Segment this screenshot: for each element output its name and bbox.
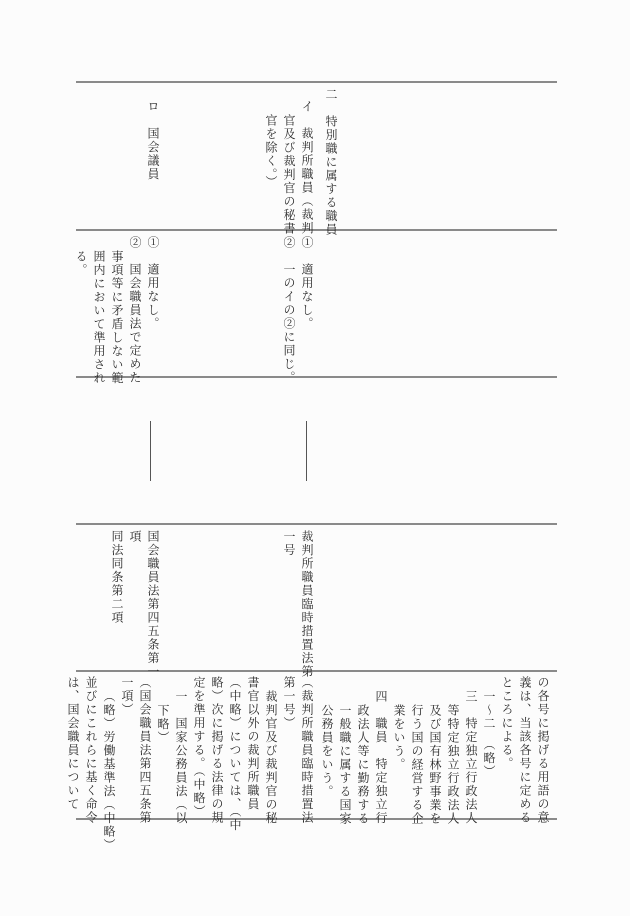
r5-left-line-9: 下略）: [156, 704, 170, 745]
r2-ro-line-2: ② 国会職員法で定めた: [128, 236, 142, 385]
r5-left-line-8: 一 国家公務員法（以: [174, 690, 188, 825]
r5-right-line-10: 四 職員 特定独立行: [374, 690, 388, 825]
r5-left-line-2: 第一号）: [282, 676, 296, 730]
r5-right-line-5: 三 特定独立行政法人: [464, 690, 478, 825]
r4-ro-line-2: 項: [128, 530, 142, 544]
r5-left-line-3: 裁判官及び裁判官の秘: [264, 690, 278, 825]
r5-left-line-12: （略）労働基準法（中略）: [102, 690, 116, 852]
r5-right-line-9: 業をいう。: [392, 704, 406, 772]
item-ro-diet-members: ロ 国会議員: [146, 100, 160, 181]
r2-i-line-2: ② 一のイの②に同じ。: [282, 236, 296, 385]
r2-ro-line-1: ① 適用なし。: [146, 236, 160, 331]
r5-right-line-8: 行う国の経営する企: [410, 704, 424, 826]
item-i-line-3: 官を除く。）: [264, 114, 278, 189]
r5-right-line-7: 及び国有林野事業を: [428, 704, 442, 826]
r5-left-line-5: （中略）については、（中: [228, 676, 242, 832]
r5-left-line-7: 定を準用する。（中略）: [192, 676, 206, 819]
r5-right-line-11: 政法人等に勤務する: [356, 704, 370, 826]
special-service-heading: 二 特別職に属する職員: [324, 88, 338, 237]
table-rule-3: [76, 523, 557, 525]
r4-ro-line-1: 国会職員法第四五条第一: [146, 530, 160, 679]
r5-left-line-14: は、国会職員について: [66, 676, 80, 811]
r5-left-line-6: 略）次に掲げる法律の規: [210, 676, 224, 825]
r2-ro-line-3: 事項等に矛盾しない範: [110, 250, 124, 385]
r2-ro-line-5: る。: [74, 250, 88, 277]
r5-left-line-4: 書官以外の裁判所職員: [246, 676, 260, 811]
item-i-line-2: 官及び裁判官の秘書: [282, 114, 296, 236]
r4-i-line-1: 裁判所職員臨時措置法第: [300, 530, 314, 679]
r5-left-line-10: （国会職員法第四五条第: [138, 676, 152, 825]
r5-left-line-1: （裁判所職員臨時措置法: [300, 676, 314, 825]
r5-right-line-1: の各号に掲げる用語の意: [536, 676, 550, 825]
r5-right-line-2: 義は、当該各号に定める: [518, 676, 532, 825]
r5-right-line-3: ところによる。: [500, 676, 514, 771]
table-rule-2: [76, 376, 557, 378]
r5-right-line-13: 公務員をいう。: [320, 704, 334, 799]
r4-i-line-2: 一号: [282, 530, 296, 557]
r5-left-line-11: 一項）: [120, 676, 134, 717]
r4-ro-line-3: 同法同条第二項: [110, 530, 124, 625]
r3-i-dash: [306, 421, 307, 481]
item-i-line-1: イ 裁判所職員（裁判: [300, 100, 314, 235]
r5-left-line-13: 並びにこれらに基く命令: [84, 676, 98, 825]
r2-i-line-1: ① 適用なし。: [300, 236, 314, 331]
r2-ro-line-4: 囲内において準用され: [92, 250, 106, 385]
r3-ro-dash: [150, 421, 151, 481]
r5-right-line-12: 一般職に属する国家: [338, 704, 352, 826]
table-rule-1: [76, 229, 557, 231]
table-rule-top: [76, 81, 557, 83]
r5-right-line-6: 等特定独立行政法人: [446, 704, 460, 826]
r5-right-line-4: 一〜二 （略）: [482, 690, 496, 779]
